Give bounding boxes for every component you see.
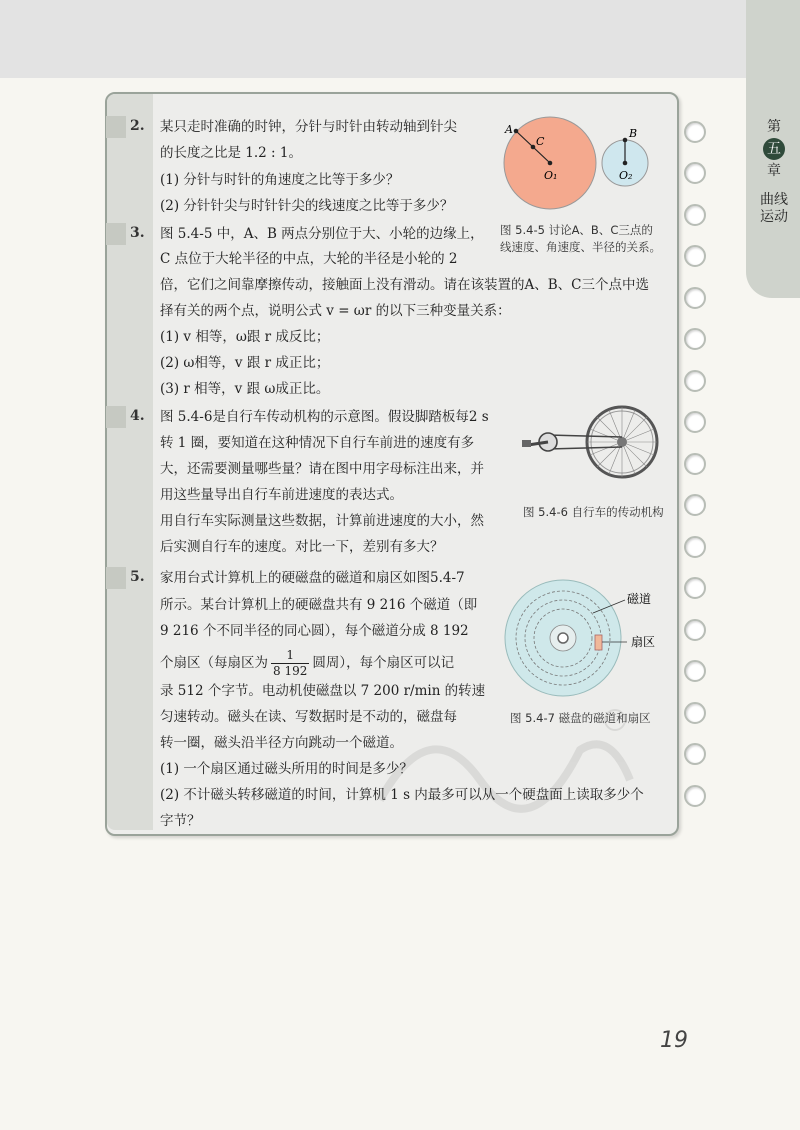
problem-5-line: 所示。某台计算机上的硬磁盘共有 9 216 个磁道（即 xyxy=(160,597,478,613)
fraction-numerator: 1 xyxy=(271,648,309,664)
label-c: C xyxy=(536,135,545,148)
figure-5-4-7-caption: 图 5.4-7 磁盘的磁道和扇区 xyxy=(510,711,651,725)
sector-line-post: 圆周），每个扇区可以记 xyxy=(312,655,455,671)
problem-4-line: 后实测自行车的速度。对比一下，差别有多大？ xyxy=(160,539,444,555)
binder-ring xyxy=(684,536,706,558)
label-b: B xyxy=(629,127,638,140)
figure-5-4-6-bicycle-drive xyxy=(522,405,662,485)
sector-line-pre: 个扇区（每扇区为 xyxy=(160,655,268,671)
problem-3-line: (3) r 相等，v 跟 ω成正比。 xyxy=(160,381,330,397)
problem-2-line: 的长度之比是 1.2 : 1。 xyxy=(160,145,302,161)
binder-ring xyxy=(684,743,706,765)
chapter-number: 五 xyxy=(763,138,785,160)
sector-fraction xyxy=(271,648,309,679)
problem-3-line: 择有关的两个点，说明公式 v = ωr 的以下三种变量关系： xyxy=(160,303,511,319)
center-o1 xyxy=(548,161,553,166)
problem-4-line: 用这些量导出自行车前进速度的表达式。 xyxy=(160,487,403,503)
problem-2-line: (2) 分针针尖与时针针尖的线速度之比等于多少？ xyxy=(160,198,454,214)
binder-ring xyxy=(684,411,706,433)
binder-ring xyxy=(684,328,706,350)
spindle xyxy=(558,633,568,643)
chapter-label xyxy=(754,118,794,226)
problem-3-line: (1) v 相等，ω跟 r 成反比； xyxy=(160,329,330,345)
problem-5-line: 家用台式计算机上的硬磁盘的磁道和扇区如图5.4-7 xyxy=(160,570,465,586)
binder-ring xyxy=(684,619,706,641)
label-o1: O₁ xyxy=(544,169,558,182)
center-o2 xyxy=(623,161,628,166)
figure-5-4-5-caption-1: 图 5.4-5 讨论A、B、C三点的 xyxy=(500,223,653,237)
figure-5-4-5-caption-2: 线速度、角速度、半径的关系。 xyxy=(500,240,661,254)
problem-4-line: 用自行车实际测量这些数据，计算前进速度的大小，然 xyxy=(160,513,484,529)
problem-4-number: 4. xyxy=(130,408,145,424)
binder-ring xyxy=(684,204,706,226)
problem-5-line: 录 512 个字节。电动机使磁盘以 7 200 r/min 的转速 xyxy=(160,683,486,699)
problem-5-line: 转一圈，磁头沿半径方向跳动一个磁道。 xyxy=(160,735,403,751)
figure-5-4-7-disk xyxy=(503,575,673,705)
pedal xyxy=(522,440,531,447)
chapter-topic xyxy=(754,192,794,226)
point-a xyxy=(514,129,519,134)
binder-ring xyxy=(684,370,706,392)
page-number: 19 xyxy=(660,1028,688,1053)
problem-3-line: C 点位于大轮半径的中点，大轮的半径是小轮的 2 xyxy=(160,251,458,267)
problem-2-number: 2. xyxy=(130,118,145,134)
binder-ring xyxy=(684,162,706,184)
chapter-zhang: 章 xyxy=(767,163,781,179)
binder-ring xyxy=(684,287,706,309)
problem-5-line: 匀速转动。磁头在读、写数据时是不动的，磁盘每 xyxy=(160,709,457,725)
binder-ring xyxy=(684,785,706,807)
binder-ring xyxy=(684,702,706,724)
label-o2: O₂ xyxy=(619,169,633,182)
problem-5-line-fraction xyxy=(160,648,454,679)
figure-5-4-5-wheels xyxy=(500,115,660,215)
problem-2-line: (1) 分针与时针的角速度之比等于多少？ xyxy=(160,172,400,188)
problem-2-line: 某只走时准确的时钟，分针与时针由转动轴到针尖 xyxy=(160,119,457,135)
number-band xyxy=(107,94,153,830)
label-track: 磁道 xyxy=(627,592,652,606)
problem-3-line: (2) ω相等，v 跟 r 成正比； xyxy=(160,355,330,371)
problem-3-line: 图 5.4-5 中，A、B 两点分别位于大、小轮的边缘上， xyxy=(160,226,484,242)
problem-5-line: 字节？ xyxy=(160,813,201,829)
problem-5-line: (1) 一个扇区通过磁头所用的时间是多少？ xyxy=(160,761,413,777)
problem-5-number: 5. xyxy=(130,569,145,585)
binder-ring xyxy=(684,245,706,267)
problem-5-line: (2) 不计磁头转移磁道的时间，计算机 1 s 内最多可以从一个硬盘面上读取多少个 xyxy=(160,787,644,803)
problem-5-line: 9 216 个不同半径的同心圆），每个磁道分成 8 192 xyxy=(160,623,469,639)
chapter-di: 第 xyxy=(767,119,781,135)
label-sector: 扇区 xyxy=(631,635,656,649)
problem-3-line: 倍，它们之间靠摩擦传动，接触面上没有滑动。请在该装置的A、B、C三个点中选 xyxy=(160,277,649,293)
chapter-topic-text: 曲线运动 xyxy=(760,192,788,225)
point-c xyxy=(531,145,536,150)
binder-ring xyxy=(684,121,706,143)
fraction-denominator: 8 192 xyxy=(273,664,308,678)
binder-ring xyxy=(684,660,706,682)
label-a: A xyxy=(505,123,513,136)
binder-ring xyxy=(684,577,706,599)
problem-4-line: 转 1 圈，要知道在这种情况下自行车前进的速度有多 xyxy=(160,435,475,451)
binder-ring xyxy=(684,453,706,475)
problem-4-line: 图 5.4-6是自行车传动机构的示意图。假设脚踏板每2 s xyxy=(160,409,489,425)
figure-5-4-6-caption: 图 5.4-6 自行车的传动机构 xyxy=(523,505,664,519)
point-b xyxy=(623,138,628,143)
problem-4-line: 大，还需要测量哪些量？请在图中用字母标注出来，并 xyxy=(160,461,484,477)
rear-wheel xyxy=(587,407,657,477)
problem-3-number: 3. xyxy=(130,225,145,241)
sector-block xyxy=(595,635,602,650)
binder-ring xyxy=(684,494,706,516)
header-band xyxy=(0,0,800,78)
